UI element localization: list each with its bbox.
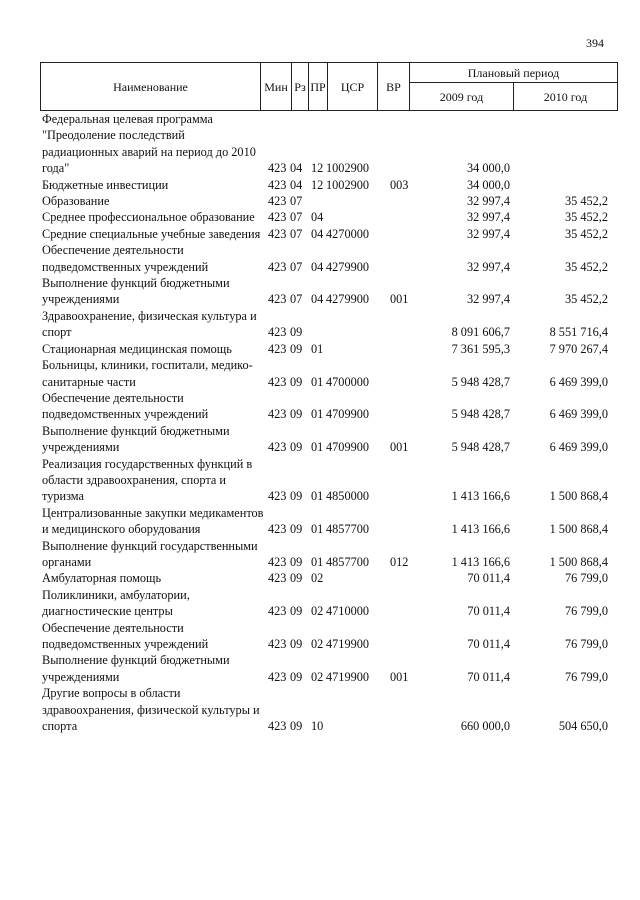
- row-2009-value: 34 000,0: [466, 161, 510, 176]
- row-2010-value: 6 469 399,0: [549, 440, 608, 455]
- row-name: Амбулаторная помощь: [42, 571, 162, 586]
- row-rz: 09: [290, 440, 303, 455]
- row-pr: 04: [311, 292, 324, 307]
- table-row: [40, 275, 618, 308]
- page-number: 394: [586, 36, 604, 50]
- row-name: Выполнение функций бюджетными учреждениями: [42, 276, 230, 307]
- table-row: [40, 111, 618, 177]
- row-2010-value: 7 970 267,4: [549, 341, 608, 356]
- row-codes: [266, 209, 618, 225]
- row-name: Поликлиники, амбулатории, диагностические центры: [42, 587, 190, 619]
- row-min: 423: [268, 161, 287, 176]
- row-rz: 09: [290, 554, 303, 569]
- row-name: Другие вопросы в области здравоохранения, физической культуры и спорта: [42, 686, 260, 734]
- row-min: 423: [268, 604, 287, 619]
- row-2010-value: 76 799,0: [564, 669, 608, 684]
- row-pr: 01: [311, 554, 324, 569]
- table-row: [40, 341, 618, 357]
- row-2009-value: 660 000,0: [460, 719, 510, 734]
- row-codes: [266, 636, 618, 652]
- row-csr: 4850000: [326, 489, 370, 504]
- row-min: 423: [268, 226, 287, 241]
- row-rz: 09: [290, 604, 303, 619]
- row-2009-value: 5 948 428,7: [451, 407, 510, 422]
- row-rz: 09: [290, 719, 303, 734]
- row-min: 423: [268, 554, 287, 569]
- row-pr: 04: [311, 210, 324, 225]
- row-pr: 04: [311, 259, 324, 274]
- row-pr: 02: [311, 604, 324, 619]
- row-codes: [266, 193, 618, 209]
- row-name: Средние специальные учебные заведения: [42, 226, 261, 241]
- row-name: Обеспечение деятельности подведомственных учреждений: [42, 390, 209, 422]
- row-2009-value: 32 997,4: [466, 226, 510, 241]
- row-pr: 01: [311, 522, 324, 537]
- row-min: 423: [268, 292, 287, 307]
- row-codes: [266, 669, 618, 685]
- table-row: [40, 652, 618, 685]
- row-2009-value: 32 997,4: [466, 292, 510, 307]
- row-name: Здравоохранение, физическая культура и спорт: [42, 308, 257, 340]
- header-vr: ВР: [378, 63, 410, 111]
- table-row: [40, 587, 618, 620]
- row-codes: [266, 570, 618, 586]
- row-rz: 09: [290, 522, 303, 537]
- table-row: [40, 209, 618, 225]
- row-rz: 04: [290, 161, 303, 176]
- row-2009-value: 7 361 595,3: [451, 341, 510, 356]
- row-pr: 02: [311, 669, 324, 684]
- header-planned-period: Плановый период: [410, 63, 618, 83]
- row-rz: 07: [290, 226, 303, 241]
- row-rz: 04: [290, 177, 303, 192]
- row-rz: 09: [290, 407, 303, 422]
- row-2010-value: 1 500 868,4: [549, 522, 608, 537]
- table-row: [40, 226, 618, 242]
- row-name: Реализация государственных функций в области здравоохранения, спорта и туризма: [42, 456, 253, 504]
- header-year-2009: 2009 год: [410, 83, 514, 111]
- row-csr: 4709900: [326, 440, 370, 455]
- row-2010-value: 504 650,0: [558, 719, 608, 734]
- row-vr: 001: [390, 669, 409, 684]
- table-row: [40, 505, 618, 538]
- header-csr: ЦСР: [328, 63, 378, 111]
- row-codes: [266, 554, 618, 570]
- header-name: Наименование: [41, 63, 261, 111]
- row-2010-value: 6 469 399,0: [549, 374, 608, 389]
- row-rz: 07: [290, 292, 303, 307]
- row-2009-value: 70 011,4: [467, 669, 510, 684]
- row-2009-value: 1 413 166,6: [451, 554, 510, 569]
- row-pr: 01: [311, 489, 324, 504]
- row-rz: 09: [290, 489, 303, 504]
- row-rz: 09: [290, 341, 303, 356]
- row-csr: 1002900: [326, 161, 370, 176]
- row-name: Стационарная медицинская помощь: [42, 341, 232, 356]
- row-csr: 1002900: [326, 177, 370, 192]
- row-csr: 4279900: [326, 292, 370, 307]
- row-pr: 01: [311, 374, 324, 389]
- row-pr: 01: [311, 440, 324, 455]
- row-csr: 4719900: [326, 637, 370, 651]
- row-vr: 001: [390, 292, 409, 307]
- row-name: Среднее профессиональное образование: [42, 210, 255, 225]
- row-min: 423: [268, 325, 287, 340]
- row-rz: 09: [290, 571, 303, 586]
- row-codes: [266, 521, 618, 537]
- row-pr: 12: [311, 177, 324, 192]
- row-codes: [266, 177, 618, 193]
- row-min: 423: [268, 719, 287, 734]
- row-codes: [266, 406, 618, 422]
- row-csr: 4719900: [326, 669, 370, 684]
- row-name: Выполнение функций бюджетными учреждениями: [42, 653, 230, 684]
- row-name: Обеспечение деятельности подведомственных учреждений: [42, 620, 209, 651]
- row-min: 423: [268, 489, 287, 504]
- table-row: [40, 456, 618, 505]
- row-2010-value: 1 500 868,4: [549, 489, 608, 504]
- row-csr: 4709900: [326, 407, 370, 422]
- row-min: 423: [268, 522, 287, 537]
- budget-table: [40, 62, 618, 734]
- row-2010-value: 76 799,0: [564, 637, 608, 651]
- row-csr: 4857700: [326, 522, 370, 537]
- row-min: 423: [268, 374, 287, 389]
- table-row: [40, 357, 618, 390]
- table-row: [40, 390, 618, 423]
- row-2010-value: 76 799,0: [564, 571, 608, 586]
- row-2009-value: 32 997,4: [466, 210, 510, 225]
- row-csr: 4857700: [326, 554, 370, 569]
- row-2010-value: 35 452,2: [564, 292, 608, 307]
- row-pr: 10: [311, 719, 324, 734]
- row-csr: 4279900: [326, 259, 370, 274]
- row-pr: 02: [311, 571, 324, 586]
- row-codes: [266, 603, 618, 619]
- row-2010-value: 35 452,2: [564, 210, 608, 225]
- row-rz: 07: [290, 210, 303, 225]
- row-2009-value: 70 011,4: [467, 637, 510, 651]
- row-pr: 02: [311, 637, 324, 651]
- row-min: 423: [268, 440, 287, 455]
- row-rz: 07: [290, 259, 303, 274]
- row-rz: 07: [290, 194, 303, 209]
- row-pr: 01: [311, 341, 324, 356]
- row-codes: [266, 439, 618, 455]
- row-rz: 09: [290, 669, 303, 684]
- row-codes: [266, 718, 618, 734]
- row-min: 423: [268, 407, 287, 422]
- row-vr: 012: [390, 554, 409, 569]
- row-min: 423: [268, 637, 287, 651]
- row-2009-value: 32 997,4: [466, 194, 510, 209]
- row-codes: [266, 341, 618, 357]
- table-row: [40, 423, 618, 456]
- row-2009-value: 5 948 428,7: [451, 374, 510, 389]
- row-pr: 04: [311, 226, 324, 241]
- row-pr: 12: [311, 161, 324, 176]
- row-codes: [266, 488, 618, 504]
- table-body: [40, 111, 618, 734]
- row-2010-value: 35 452,2: [564, 259, 608, 274]
- header-min: Мин: [261, 63, 292, 111]
- row-codes: [266, 259, 618, 275]
- row-2009-value: 8 091 606,7: [451, 325, 510, 340]
- row-name: Образование: [42, 194, 110, 209]
- table-row: [40, 685, 618, 734]
- row-vr: 001: [390, 440, 409, 455]
- row-2009-value: 34 000,0: [466, 177, 510, 192]
- table-row: [40, 570, 618, 586]
- row-2010-value: 35 452,2: [564, 194, 608, 209]
- header-rz: Рз: [292, 63, 309, 111]
- table-row: [40, 177, 618, 193]
- row-vr: 003: [390, 177, 409, 192]
- row-rz: 09: [290, 637, 303, 651]
- row-min: 423: [268, 210, 287, 225]
- row-codes: [266, 226, 618, 242]
- row-pr: 01: [311, 407, 324, 422]
- row-min: 423: [268, 669, 287, 684]
- row-csr: 4700000: [326, 374, 370, 389]
- table-row: [40, 538, 618, 571]
- header-pr: ПР: [309, 63, 328, 111]
- row-name: Больницы, клиники, госпитали, медико-санитарные части: [42, 358, 253, 389]
- row-min: 423: [268, 571, 287, 586]
- row-name: Обеспечение деятельности подведомственных учреждений: [42, 243, 209, 274]
- table-row: [40, 193, 618, 209]
- row-rz: 09: [290, 325, 303, 340]
- header-year-2010: 2010 год: [514, 83, 618, 111]
- row-2009-value: 70 011,4: [467, 604, 510, 619]
- row-min: 423: [268, 194, 287, 209]
- row-2010-value: 1 500 868,4: [549, 554, 608, 569]
- row-2010-value: 35 452,2: [564, 226, 608, 241]
- row-csr: 4270000: [326, 226, 370, 241]
- table-row: [40, 620, 618, 653]
- table-row: [40, 242, 618, 275]
- row-name: Централизованные закупки медикаментов и медицинского оборудования: [42, 505, 264, 537]
- row-2010-value: 8 551 716,4: [549, 325, 608, 340]
- row-codes: [266, 160, 618, 176]
- row-2009-value: 1 413 166,6: [451, 489, 510, 504]
- row-rz: 09: [290, 374, 303, 389]
- row-csr: 4710000: [326, 604, 370, 619]
- row-2010-value: 6 469 399,0: [549, 407, 608, 422]
- row-min: 423: [268, 341, 287, 356]
- row-min: 423: [268, 177, 287, 192]
- row-name: Федеральная целевая программа "Преодоление последствий радиационных аварий на период до 2010 года": [42, 112, 256, 176]
- row-codes: [266, 291, 618, 307]
- row-2009-value: 1 413 166,6: [451, 522, 510, 537]
- row-min: 423: [268, 259, 287, 274]
- row-name: Выполнение функций бюджетными учреждениями: [42, 423, 230, 455]
- table-row: [40, 308, 618, 341]
- row-2009-value: 32 997,4: [466, 259, 510, 274]
- row-codes: [266, 374, 618, 390]
- row-name: Выполнение функций государственными органами: [42, 538, 258, 569]
- table-header: [40, 62, 618, 111]
- row-name: Бюджетные инвестиции: [42, 177, 169, 192]
- row-codes: [266, 324, 618, 340]
- row-2009-value: 5 948 428,7: [451, 440, 510, 455]
- row-2010-value: 76 799,0: [564, 604, 608, 619]
- row-2009-value: 70 011,4: [467, 571, 510, 586]
